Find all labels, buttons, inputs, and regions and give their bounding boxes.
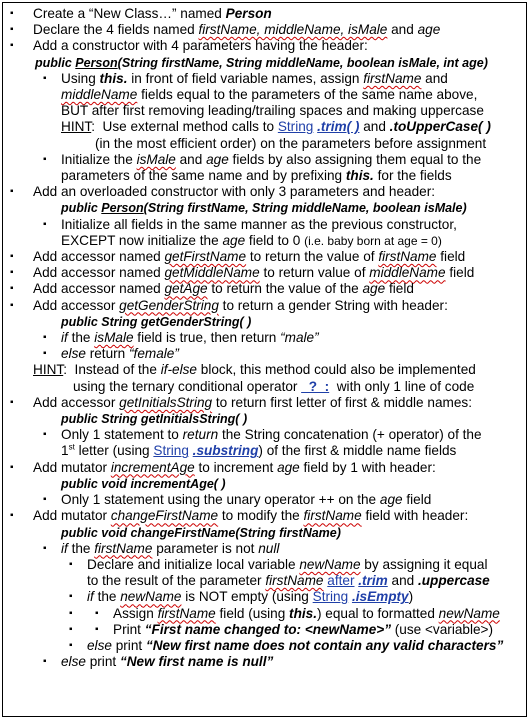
instruction-sheet: ▪ Create a “New Class…” named Person ▪ Declare the 4 fields named firstName, middleName, isMale and age ▪ Add a constructor with 4 parameters having the header: public Person(String firstName, String middleName, boolean isMale, int age) ▪ Using this. in front of field variable names, assign firstName and middleName fields equal to the parameters of the same name above, BUT after first removing leading/trailing spaces and making uppercase HINT: Use external method calls to String .trim( ) and .toUpperCase( ) (in the most efficient order) on the parameters before assignment ▪ Initialize the isMale and age fields by also assigning them equal to the parameters of the same name and by prefixing this. for the fields ▪ Add an overloaded constructor with only 3 parameters and header: public Person(String firstName, String middleName, boolean isMale) ▪ Initialize all fields in the same manner as the previous constructor, EXCEPT now initialize the age field to 0 (i.e. baby born at age = 0) ▪ Add accessor named getFirstName to return the value of firstName field ▪ Add accessor named getMiddleName to return value of middleName field ▪ Add accessor named getAge to return the value of the age field ▪ Add accessor getGenderString to return a gender String with header: public String getGenderString( ) ▪ if the isMale field is true, then return “male” ▪ else return “female” HINT: Instead of the if-else block, this method could also be implemented using the ternary conditional operator _?_: with only 1 line of code ▪ Add accessor getInitialsString to return first letter of first & middle names: public String getInitialsString( ) ▪ Only 1 statement to return the String concatenation (+ operator) of the 1st letter (using String .substring) of the first & middle name fields ▪ Add mutator incrementAge to increment age field by 1 with header: public void incrementAge( ) ▪ Only 1 statement using the unary operator ++ on the age field ▪ Add mutator changeFirstName to modify the firstName field with header: public void changeFirstName(String firstName) ▪ if the firstName parameter is not null ▪ Declare and initialize local variable newName by assigning it equal to the result of the parameter firstName after .trim and .uppercase ▪ if the newName is NOT empty (using String .isEmpty) ▪ ▪ Assign firstName field (using this.) equal to formatted newName ▪ ▪ Print “First name changed to: <newName>” (use <variable>) ▪ else print “New first name does not contain any valid characters” ▪ else print “New first name is null” <box>2 2 527 717</box>
constructor3-header: public Person(String firstName, String middleName, boolean isMale) <box>61 201 467 216</box>
changefirst-header: public void changeFirstName(String firstName) <box>61 525 341 540</box>
constructor4-header: public Person(String firstName, String middleName, boolean isMale, int age) <box>35 55 488 70</box>
step-overloaded-constructor: ▪ Add an overloaded constructor with only 3 parameters and header: <box>9 184 522 200</box>
step-increment-age: ▪ Add mutator incrementAge to increment age field by 1 with header: <box>9 460 522 476</box>
initials-header: public String getInitialsString( ) <box>61 412 248 427</box>
step-declare-fields: ▪ Declare the 4 fields named firstName, middleName, isMale and age <box>9 22 522 38</box>
step-get-first-name: ▪ Add accessor named getFirstName to return the value of firstName field <box>9 249 522 265</box>
step-using-this: ▪ Using this. in front of field variable names, assign firstName and <box>9 71 522 87</box>
step-get-initials: ▪ Add accessor getInitialsString to return first letter of first & middle names: <box>9 395 522 411</box>
hint-ternary: HINT: Instead of the if-else block, this method could also be implemented <box>33 362 476 378</box>
step-initialize-ismale-age: ▪ Initialize the isMale and age fields by also assigning them equal to the <box>9 152 522 168</box>
hint-trim: HINT: Use external method calls to String .trim( ) and .toUpperCase( ) <box>61 119 491 135</box>
increment-header: public void incrementAge( ) <box>61 476 226 491</box>
field-age: age <box>417 22 441 38</box>
step-initialize-all: ▪ Initialize all fields in the same manner as the previous constructor, <box>9 217 522 233</box>
class-name: Person <box>225 6 272 21</box>
field-names: firstName, middleName, isMale <box>198 22 388 38</box>
step-get-gender-string: ▪ Add accessor getGenderString to return a gender String with header: <box>9 298 522 314</box>
step-change-first-name: ▪ Add mutator changeFirstName to modify the firstName field with header: <box>9 508 522 524</box>
step-add-constructor: ▪ Add a constructor with 4 parameters having the header: <box>9 38 522 54</box>
step-get-age: ▪ Add accessor named getAge to return the value of the age field <box>9 281 522 297</box>
step-create-class: ▪ Create a “New Class…” named Person <box>9 6 522 22</box>
gender-header: public String getGenderString( ) <box>61 314 252 329</box>
step-get-middle-name: ▪ Add accessor named getMiddleName to return value of middleName field <box>9 265 522 281</box>
